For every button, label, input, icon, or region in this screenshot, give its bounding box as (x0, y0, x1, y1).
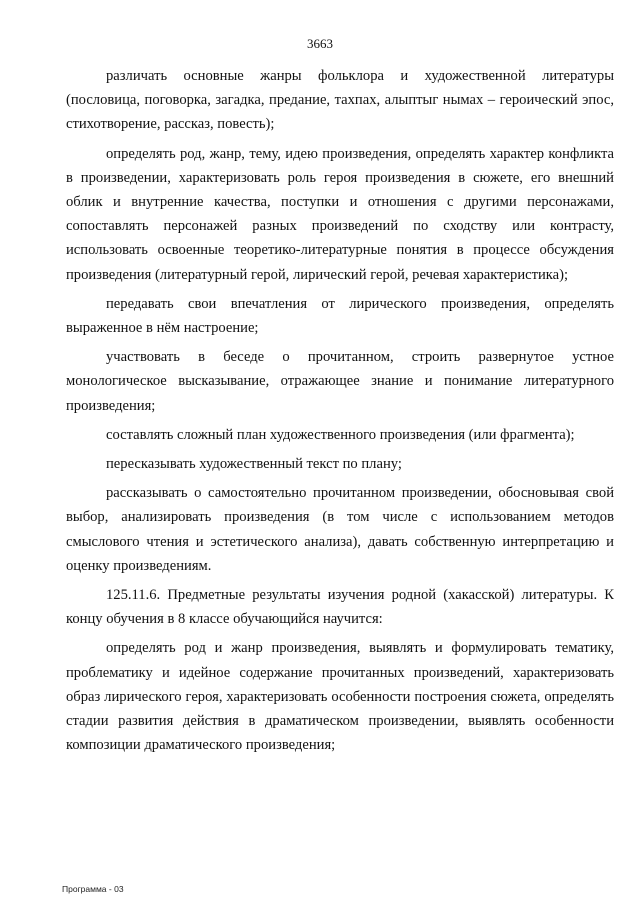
document-body (66, 64, 614, 762)
page-number: 3663 (307, 36, 333, 51)
paragraph-retelling: пересказывать художественный текст по плану; (106, 456, 402, 473)
paragraph-genres: различать основные жанры фольклора и художественной литературы (пословица, поговорка, загадка, предание, тахпах, алыптыг нымах – героический эпос, стихотворение, рассказ, повесть); (66, 68, 614, 133)
paragraph-grade8-skills: определять род и жанр произведения, выявлять и формулировать тематику, проблематику и идейное содержание прочитанных произведений, характеризовать образ лирического героя, характеризовать особенности построения сюжета, определять стадии развития действия в драматическом произведении, выявлять особенности композиции драматического произведения; (66, 640, 614, 754)
paragraph-analysis: определять род, жанр, тему, идею произведения, определять характер конфликта в произведении, характеризовать роль героя произведения в сюжете, его внешний облик и внутренние качества, поступки и отношения с другими персонажами, сопоставлять персонажей разных произведений по сходству или контрасту, использовать освоенные теоретико-литературные понятия в процессе обсуждения произведения (литературный герой, лирический герой, речевая характеристика); (66, 145, 614, 283)
paragraph-section-heading: 125.11.6. Предметные результаты изучения родной (хакасской) литературы. К концу обучения в 8 классе обучающийся научится: (66, 587, 614, 628)
paragraph-plan: составлять сложный план художественного произведения (или фрагмента); (106, 426, 575, 443)
footer-program-label: Программа - 03 (62, 884, 124, 894)
paragraph-discussion: участвовать в беседе о прочитанном, строить развернутое устное монологическое высказывание, отражающее знание и понимание литературного произведения; (66, 349, 614, 414)
paragraph-impressions: передавать свои впечатления от лирического произведения, определять выраженное в нём настроение; (66, 295, 614, 337)
paragraph-independent-reading: рассказывать о самостоятельно прочитанном произведении, обосновывая свой выбор, анализировать произведения (в том числе с использованием методов смыслового чтения и эстетического анализа), давать собственную интерпретацию и оценку произведениям. (66, 485, 614, 574)
